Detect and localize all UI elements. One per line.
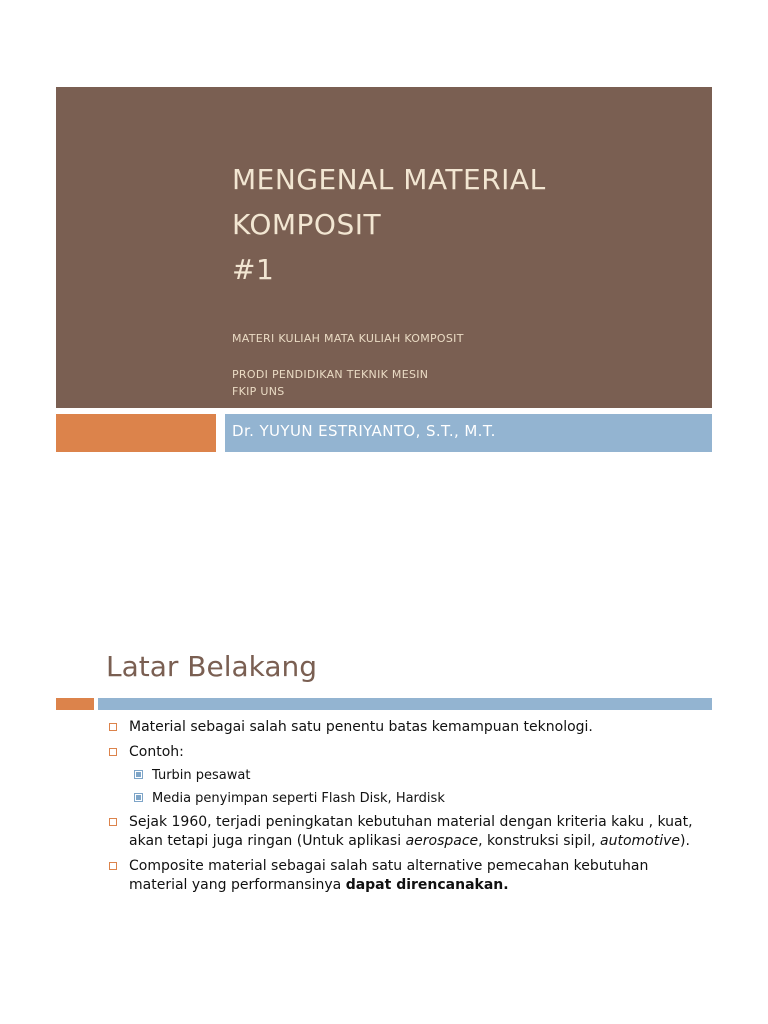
subtitle-gap xyxy=(232,347,692,366)
list-item xyxy=(106,743,706,762)
list-item-text: Composite material sebagai salah satu alternative pemecahan kebutuhan material yang performansinya xyxy=(129,858,649,893)
list-item-text: Material sebagai salah satu penentu batas kemampuan teknologi. xyxy=(129,719,593,735)
emphasis-aerospace: aerospace xyxy=(405,833,479,849)
author-name: Dr. YUYUN ESTRIYANTO, S.T., M.T. xyxy=(232,422,496,440)
filled-square-bullet-icon xyxy=(134,770,143,779)
slide-subtitle xyxy=(232,330,692,400)
list-item-text: Sejak 1960, terjadi peningkatan kebutuhan material dengan kriteria kaku , kuat, akan tetapi juga ringan (Untuk aplikasi xyxy=(129,814,693,849)
list-item-text: ). xyxy=(680,833,690,849)
subtitle-line: PRODI PENDIDIKAN TEKNIK MESIN xyxy=(232,368,429,381)
emphasis-automotive: automotive xyxy=(600,833,681,849)
list-item-text: Contoh: xyxy=(129,744,184,760)
title-block xyxy=(56,87,712,408)
title-line: #1 xyxy=(232,253,275,286)
sub-list-item-text: Turbin pesawat xyxy=(152,768,251,783)
subtitle-line: MATERI KULIAH MATA KULIAH KOMPOSIT xyxy=(232,332,464,345)
subtitle-line: FKIP UNS xyxy=(232,385,285,398)
bullet-list xyxy=(106,716,706,895)
filled-square-bullet-icon xyxy=(134,793,143,802)
list-item xyxy=(106,857,706,895)
sub-list-item xyxy=(106,789,706,808)
list-item-text: , konstruksi sipil, xyxy=(478,833,601,849)
heading-rule-blue xyxy=(98,698,712,710)
sub-list-item-text: Media penyimpan seperti Flash Disk, Hardisk xyxy=(152,791,445,806)
slide-heading: Latar Belakang xyxy=(106,650,318,683)
slide-title xyxy=(232,157,692,292)
list-item xyxy=(106,813,706,851)
sub-list-item xyxy=(106,766,706,785)
emphasis-bold: dapat direncanakan. xyxy=(345,877,509,893)
title-line: MENGENAL MATERIAL xyxy=(232,163,546,196)
orange-accent-block xyxy=(56,414,216,452)
square-bullet-icon xyxy=(109,862,117,870)
title-line: KOMPOSIT xyxy=(232,208,382,241)
list-item xyxy=(106,718,706,737)
square-bullet-icon xyxy=(109,818,117,826)
author-bar xyxy=(225,414,712,452)
square-bullet-icon xyxy=(109,748,117,756)
square-bullet-icon xyxy=(109,723,117,731)
heading-rule-orange xyxy=(56,698,94,710)
